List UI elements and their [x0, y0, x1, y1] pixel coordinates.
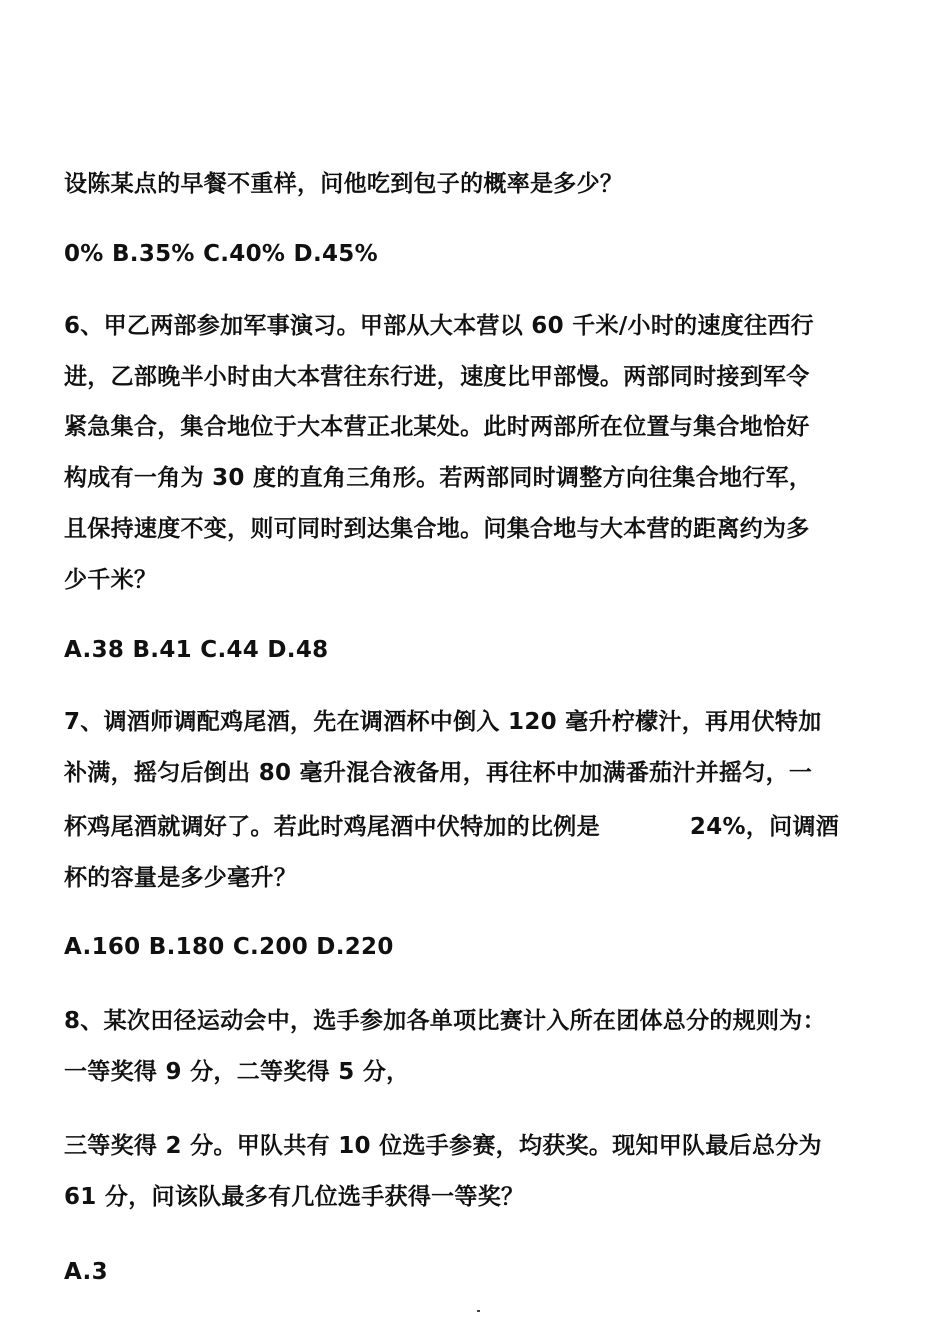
- question-8-line-1: 8、某次田径运动会中，选手参加各单项比赛计入所在团体总分的规则为：: [64, 1008, 826, 1034]
- question-6-line-5: 且保持速度不变，则可同时到达集合地。问集合地与大本营的距离约为多: [64, 516, 810, 542]
- question-8-line-2: 一等奖得 9 分，二等奖得 5 分，: [64, 1059, 410, 1085]
- question-7-line-3: [64, 812, 839, 842]
- question-7-options: A.160 B.180 C.200 D.220: [64, 934, 394, 960]
- question-6-line-6: 少千米？: [64, 567, 158, 593]
- question-6-line-1: 6、甲乙两部参加军事演习。甲部从大本营以 60 千米/小时的速度往西行: [64, 313, 814, 339]
- question-7-line-3-percent: 24%，问调酒: [689, 814, 840, 840]
- question-8-line-4: 61 分，问该队最多有几位选手获得一等奖？: [64, 1184, 525, 1210]
- question-7-line-3-text: 杯鸡尾酒就调好了。若此时鸡尾酒中伏特加的比例是: [64, 814, 600, 840]
- question-7-line-1: 7、调酒师调配鸡尾酒，先在调酒杯中倒入 120 毫升柠檬汁，再用伏特加: [64, 709, 822, 735]
- question-7-line-4: 杯的容量是多少毫升？: [64, 865, 297, 891]
- question-5-options: 0% B.35% C.40% D.45%: [64, 241, 378, 267]
- question-6-options: A.38 B.41 C.44 D.48: [64, 637, 329, 663]
- question-5-stem-end: 设陈某点的早餐不重样，问他吃到包子的概率是多少？: [64, 171, 624, 197]
- question-6-line-2: 进，乙部晚半小时由大本营往东行进，速度比甲部慢。两部同时接到军令: [64, 364, 810, 390]
- question-6-line-3: 紧急集合，集合地位于大本营正北某处。此时两部所在位置与集合地恰好: [64, 414, 810, 440]
- question-7-line-2: 补满，摇匀后倒出 80 毫升混合液备用，再往杯中加满番茄汁并摇匀，一: [64, 760, 813, 786]
- question-6-line-4: 构成有一角为 30 度的直角三角形。若两部同时调整方向往集合地行军，: [64, 465, 813, 491]
- page-footer-mark: [477, 1310, 480, 1312]
- question-8-options: A.3: [64, 1259, 108, 1285]
- question-8-line-3: 三等奖得 2 分。甲队共有 10 位选手参赛，均获奖。现知甲队最后总分为: [64, 1133, 822, 1159]
